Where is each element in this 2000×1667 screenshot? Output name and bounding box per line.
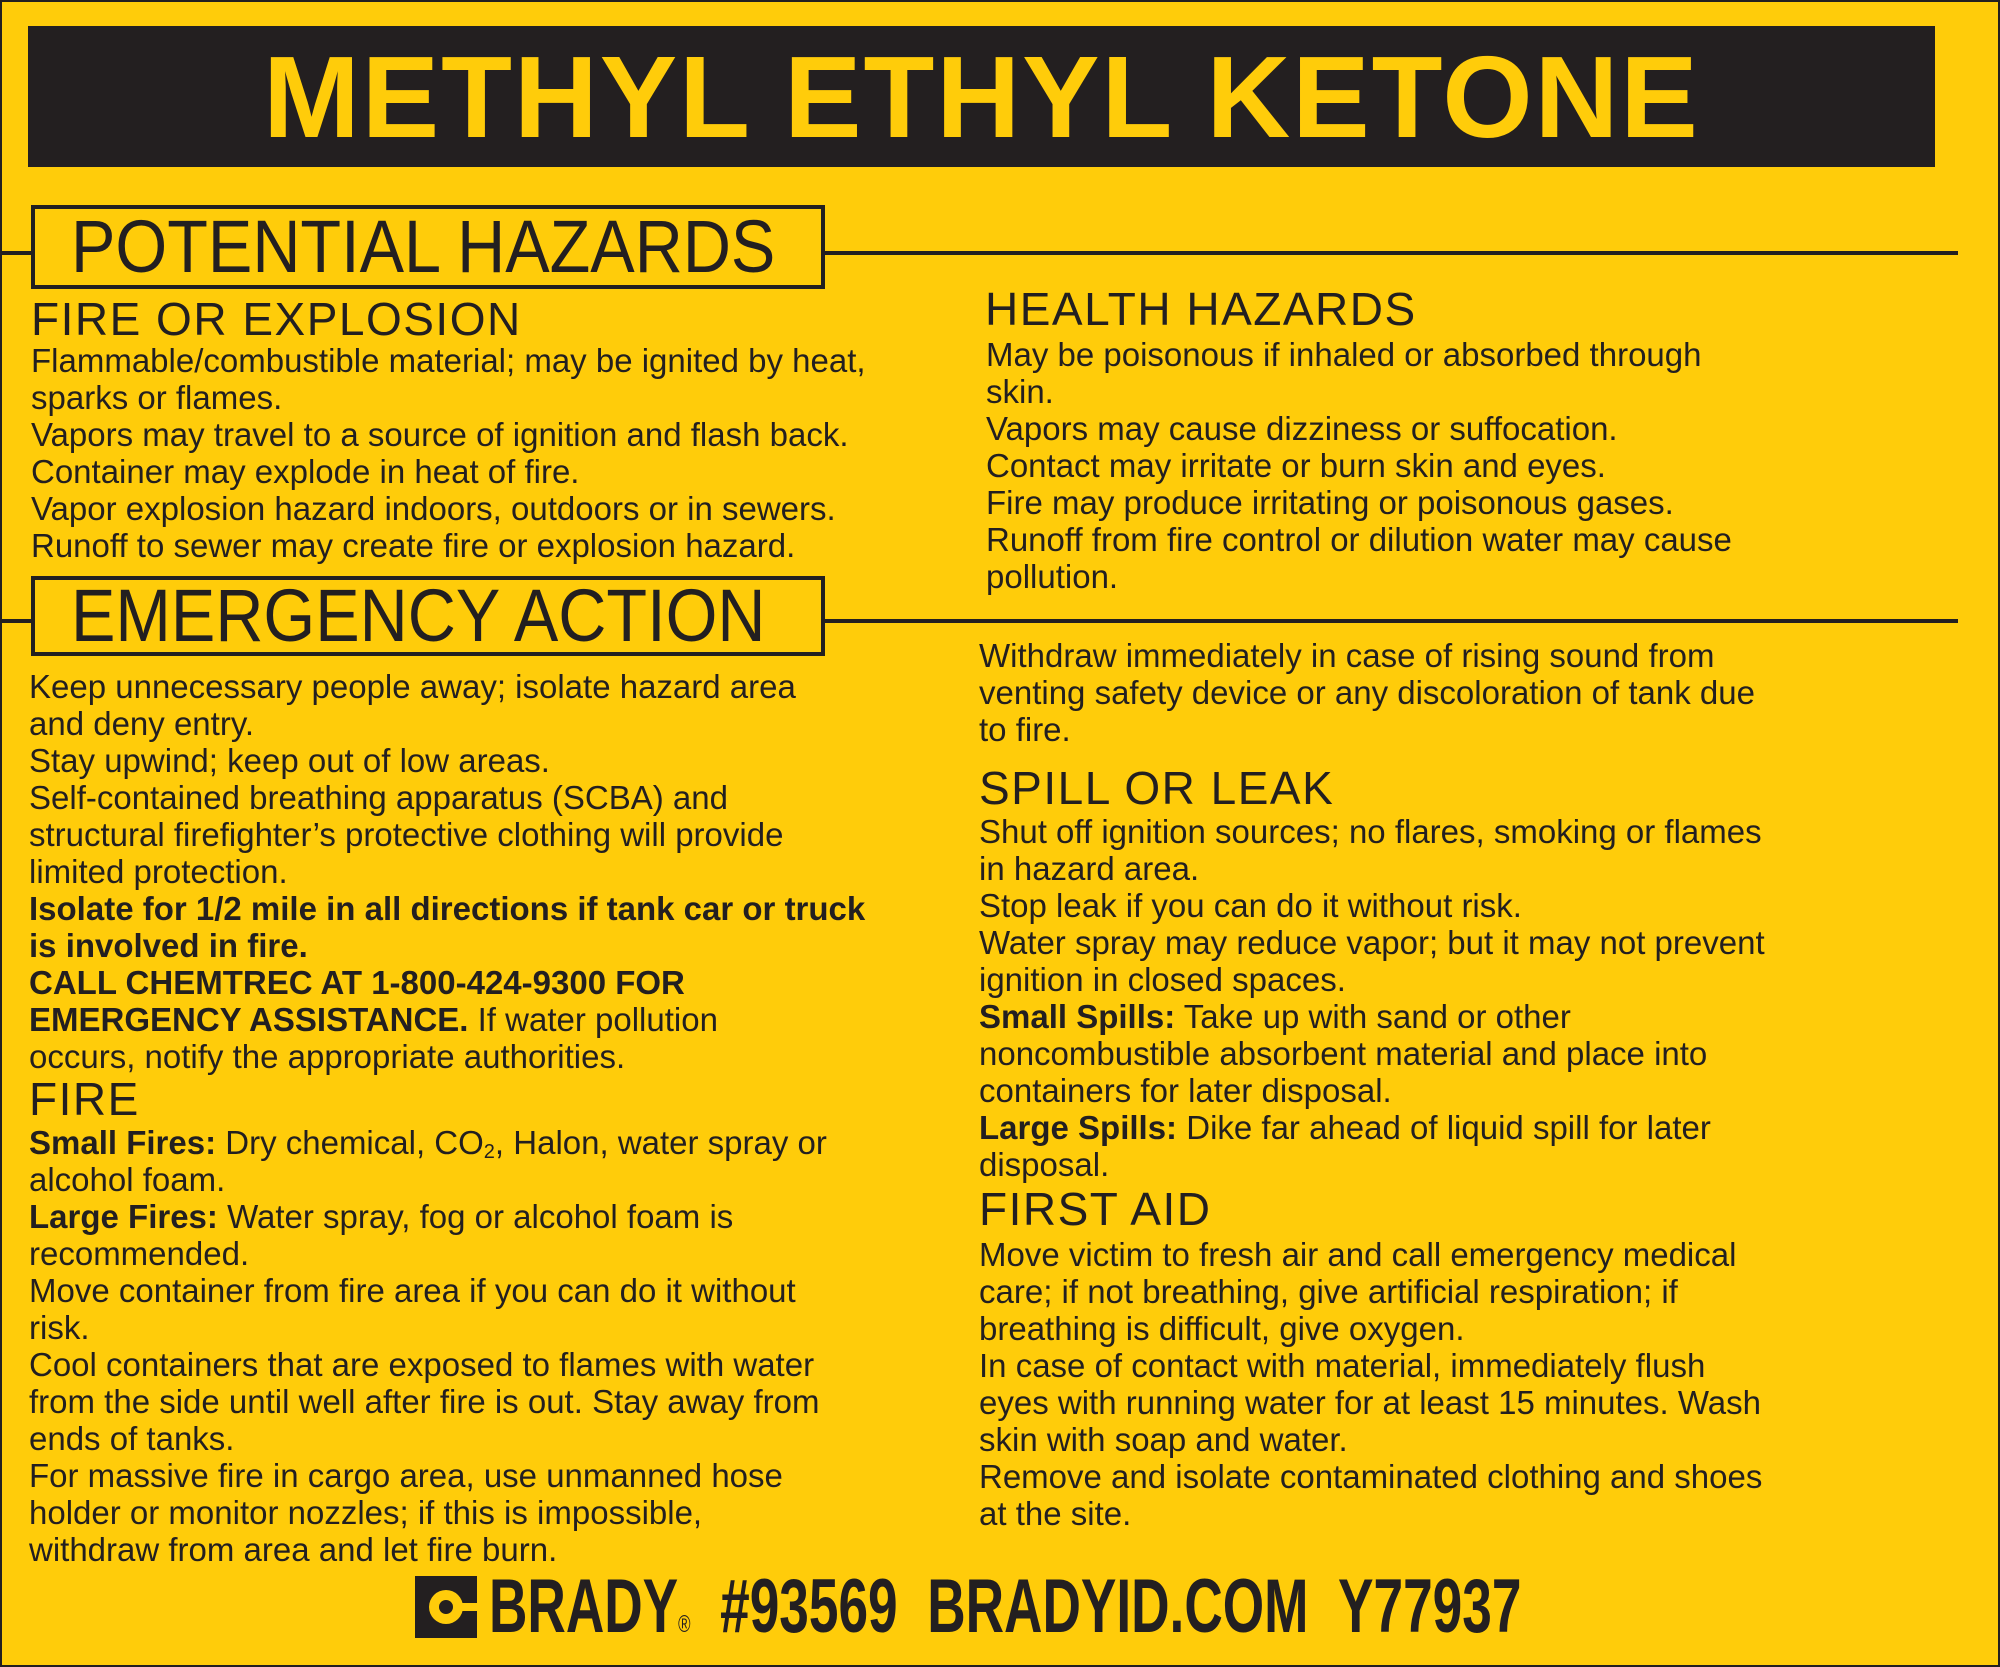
plain-text: disposal. — [979, 1146, 1110, 1183]
plain-text: Stay upwind; keep out of low areas. — [29, 742, 550, 779]
plain-text: alcohol foam. — [29, 1161, 226, 1198]
withdraw-text — [979, 637, 1755, 748]
fire-or-explosion-text — [31, 342, 866, 564]
health-hazards-heading: HEALTH HAZARDS — [985, 283, 1417, 335]
plain-text: skin. — [986, 373, 1054, 410]
fire-heading: FIRE — [29, 1073, 140, 1125]
spill-or-leak-text — [979, 813, 1765, 1183]
plain-text: in hazard area. — [979, 850, 1200, 887]
text-line — [29, 1001, 865, 1038]
plain-text: Dike far ahead of liquid spill for later — [1177, 1109, 1711, 1146]
text-line — [29, 890, 865, 927]
health-hazards-text — [986, 336, 1732, 595]
plain-text: If water pollution — [468, 1001, 718, 1038]
first-aid-heading: FIRST AID — [979, 1183, 1212, 1235]
text-line — [31, 416, 866, 453]
text-line — [29, 668, 865, 705]
website: BRADYID.COM — [927, 1564, 1309, 1649]
text-line — [31, 527, 866, 564]
plain-text: at the site. — [979, 1495, 1132, 1532]
text-line — [979, 1310, 1762, 1347]
plain-text: Contact may irritate or burn skin and eyes. — [986, 447, 1606, 484]
plain-text: eyes with running water for at least 15 minutes. Wash — [979, 1384, 1761, 1421]
text-line — [29, 1383, 827, 1420]
emergency-action-box — [31, 576, 825, 656]
potential-hazards-label: POTENTIAL HAZARDS — [71, 205, 776, 288]
text-line — [979, 1384, 1762, 1421]
text-line — [979, 674, 1755, 711]
emergency-action-label: EMERGENCY ACTION — [71, 574, 766, 657]
plain-text: limited protection. — [29, 853, 288, 890]
text-line — [986, 558, 1732, 595]
plain-text: breathing is difficult, give oxygen. — [979, 1310, 1465, 1347]
plain-text: ignition in closed spaces. — [979, 961, 1346, 998]
text-line — [29, 1272, 827, 1309]
text-line — [986, 373, 1732, 410]
emergency-general-text — [29, 668, 865, 1075]
brand-name: BRADY — [489, 1564, 679, 1649]
plain-text: Vapors may travel to a source of ignition and flash back. — [31, 416, 849, 453]
plain-text: Move victim to fresh air and call emergency medical — [979, 1236, 1737, 1273]
bold-text: Large Fires: — [29, 1198, 218, 1235]
text-line — [979, 1421, 1762, 1458]
plain-text: ends of tanks. — [29, 1420, 235, 1457]
text-line — [29, 1235, 827, 1272]
plain-text: occurs, notify the appropriate authorities. — [29, 1038, 626, 1075]
plain-text: , Halon, water spray or — [494, 1124, 827, 1161]
title-banner — [28, 26, 1935, 167]
plain-text: Container may explode in heat of fire. — [31, 453, 580, 490]
plain-text: structural firefighter’s protective clothing will provide — [29, 816, 784, 853]
text-line — [31, 379, 866, 416]
plain-text: Move container from fire area if you can do it without — [29, 1272, 796, 1309]
plain-text: Withdraw immediately in case of rising sound from — [979, 637, 1715, 674]
plain-text: skin with soap and water. — [979, 1421, 1348, 1458]
plain-text: Take up with sand or other — [1175, 998, 1571, 1035]
text-line — [979, 1458, 1762, 1495]
text-line — [979, 1347, 1762, 1384]
text-line — [29, 1309, 827, 1346]
text-line — [29, 853, 865, 890]
text-line — [29, 1531, 827, 1568]
plain-text: Cool containers that are exposed to flames with water — [29, 1346, 815, 1383]
plain-text: Runoff from fire control or dilution water may cause — [986, 521, 1732, 558]
text-line — [979, 637, 1755, 674]
text-line — [986, 521, 1732, 558]
text-line — [979, 887, 1765, 924]
text-line — [29, 1038, 865, 1075]
fire-text — [29, 1124, 827, 1568]
text-line — [31, 342, 866, 379]
plain-text: sparks or flames. — [31, 379, 283, 416]
text-line — [979, 711, 1755, 748]
plain-text: recommended. — [29, 1235, 250, 1272]
bold-text: Small Fires: — [29, 1124, 217, 1161]
spill-or-leak-heading: SPILL OR LEAK — [979, 762, 1335, 814]
plain-text: In case of contact with material, immediately flush — [979, 1347, 1706, 1384]
plain-text: holder or monitor nozzles; if this is impossible, — [29, 1494, 703, 1531]
text-line — [986, 447, 1732, 484]
bold-text: Isolate for 1/2 mile in all directions if tank car or truck — [29, 890, 866, 927]
plain-text: from the side until well after fire is out. Stay away from — [29, 1383, 820, 1420]
text-line — [979, 1495, 1762, 1532]
plain-text: Vapors may cause dizziness or suffocation. — [986, 410, 1618, 447]
plain-text: Remove and isolate contaminated clothing and shoes — [979, 1458, 1763, 1495]
plain-text: Runoff to sewer may create fire or explosion hazard. — [31, 527, 796, 564]
brady-logo-icon — [415, 1576, 477, 1638]
registered-mark: ® — [678, 1611, 691, 1638]
subscript-text: 2 — [483, 1141, 495, 1163]
text-line — [986, 336, 1732, 373]
plain-text: venting safety device or any discoloration of tank due — [979, 674, 1755, 711]
part-number: #93569 — [720, 1564, 898, 1649]
text-line — [986, 484, 1732, 521]
text-line — [29, 927, 865, 964]
text-line — [979, 924, 1765, 961]
plain-text: Dry chemical, CO — [216, 1124, 484, 1161]
text-line — [979, 1109, 1765, 1146]
text-line — [979, 1146, 1765, 1183]
text-line — [29, 1457, 827, 1494]
fire-or-explosion-heading: FIRE OR EXPLOSION — [31, 293, 522, 345]
text-line — [979, 1273, 1762, 1310]
text-line — [979, 850, 1765, 887]
product-code: Y77937 — [1338, 1564, 1522, 1649]
text-line — [29, 1161, 827, 1198]
plain-text: Self-contained breathing apparatus (SCBA) and — [29, 779, 728, 816]
footer-branding — [415, 1564, 1964, 1649]
text-line — [29, 964, 865, 1001]
bold-text: is involved in fire. — [29, 927, 308, 964]
footer-text — [489, 1564, 1522, 1649]
plain-text: care; if not breathing, give artificial respiration; if — [979, 1273, 1678, 1310]
bold-text: CALL CHEMTREC AT 1-800-424-9300 FOR — [29, 964, 685, 1001]
text-line — [29, 1198, 827, 1235]
text-line — [986, 410, 1732, 447]
chemical-name-title: METHYL ETHYL KETONE — [263, 31, 1700, 162]
bold-text: Large Spills: — [979, 1109, 1178, 1146]
text-line — [979, 1236, 1762, 1273]
plain-text: containers for later disposal. — [979, 1072, 1392, 1109]
text-line — [29, 816, 865, 853]
potential-hazards-box — [31, 205, 825, 289]
text-line — [31, 490, 866, 527]
plain-text: Vapor explosion hazard indoors, outdoors or in sewers. — [31, 490, 836, 527]
plain-text: For massive fire in cargo area, use unmanned hose — [29, 1457, 783, 1494]
plain-text: May be poisonous if inhaled or absorbed through — [986, 336, 1702, 373]
text-line — [29, 779, 865, 816]
text-line — [29, 1124, 827, 1161]
text-line — [979, 998, 1765, 1035]
text-line — [29, 1420, 827, 1457]
first-aid-text — [979, 1236, 1762, 1532]
plain-text: risk. — [29, 1309, 90, 1346]
plain-text: Stop leak if you can do it without risk. — [979, 887, 1522, 924]
plain-text: Water spray may reduce vapor; but it may not prevent — [979, 924, 1765, 961]
text-line — [979, 1035, 1765, 1072]
text-line — [979, 961, 1765, 998]
plain-text: noncombustible absorbent material and place into — [979, 1035, 1708, 1072]
text-line — [979, 813, 1765, 850]
plain-text: to fire. — [979, 711, 1071, 748]
bold-text: EMERGENCY ASSISTANCE. — [29, 1001, 469, 1038]
plain-text: and deny entry. — [29, 705, 255, 742]
text-line — [29, 705, 865, 742]
text-line — [31, 453, 866, 490]
text-line — [29, 1494, 827, 1531]
plain-text: Shut off ignition sources; no flares, smoking or flames — [979, 813, 1762, 850]
plain-text: Flammable/combustible material; may be ignited by heat, — [31, 342, 866, 379]
plain-text: Water spray, fog or alcohol foam is — [217, 1198, 734, 1235]
text-line — [29, 1346, 827, 1383]
plain-text: pollution. — [986, 558, 1119, 595]
plain-text: withdraw from area and let fire burn. — [29, 1531, 558, 1568]
plain-text: Keep unnecessary people away; isolate hazard area — [29, 668, 796, 705]
text-line — [979, 1072, 1765, 1109]
text-line — [29, 742, 865, 779]
plain-text: Fire may produce irritating or poisonous gases. — [986, 484, 1674, 521]
bold-text: Small Spills: — [979, 998, 1176, 1035]
